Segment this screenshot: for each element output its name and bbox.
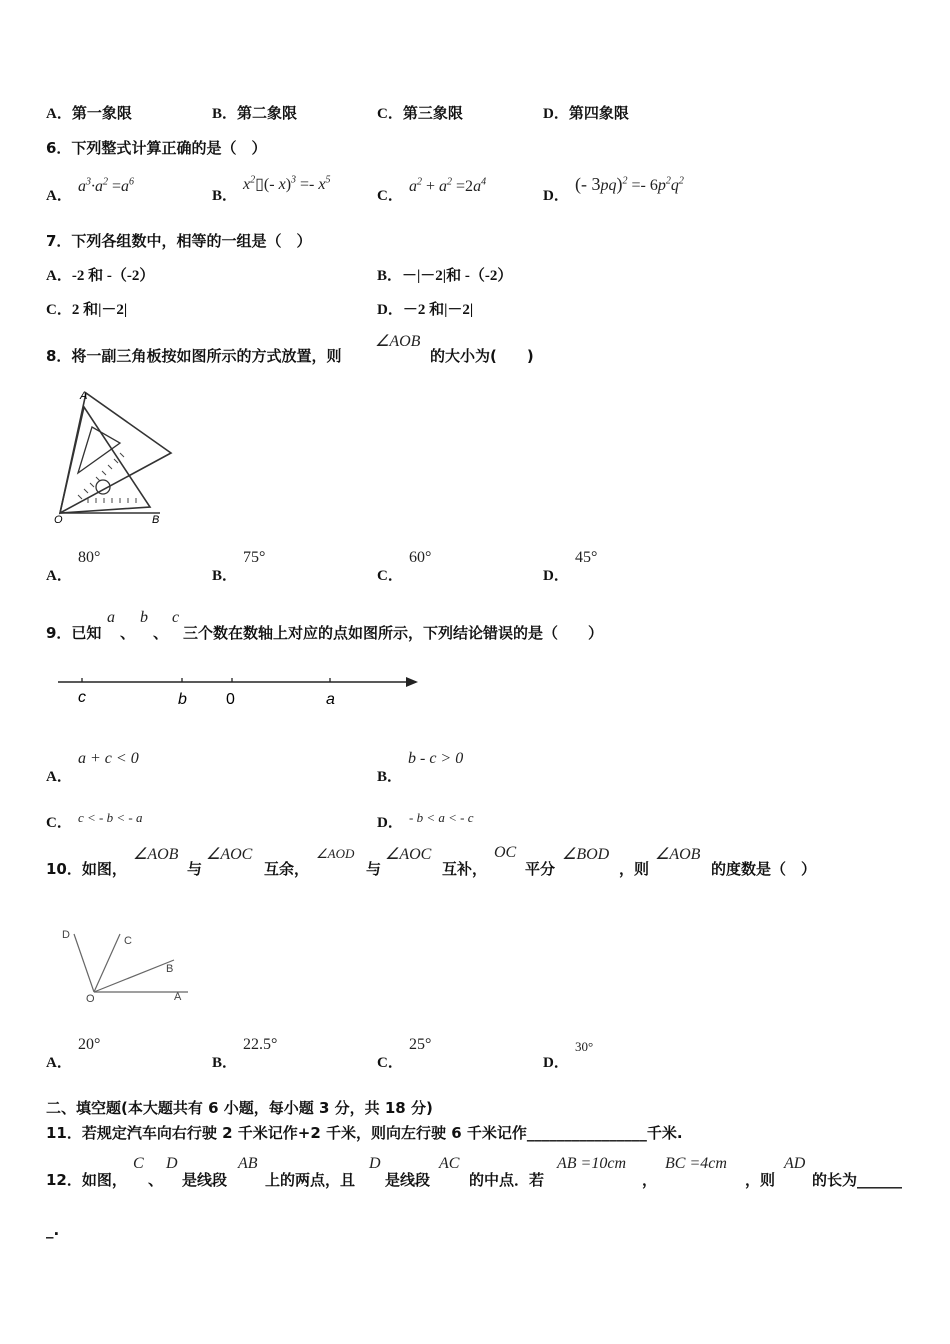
q8-option-a-label: A． bbox=[46, 568, 72, 584]
q5-option-b: B．第二象限 bbox=[212, 106, 298, 122]
q9-number-line bbox=[56, 670, 426, 715]
section-2-heading: 二、填空题(本大题共有 6 小题，每小题 3 分，共 18 分) bbox=[46, 1099, 433, 1117]
label-o: O bbox=[86, 993, 95, 1005]
q9-sep-1: 、 bbox=[120, 624, 136, 642]
q8-option-c-label: C． bbox=[377, 568, 403, 584]
q12-point-c: C bbox=[133, 1155, 144, 1172]
q10-option-a-label: A． bbox=[46, 1055, 72, 1071]
label-b: B bbox=[152, 514, 160, 525]
q10-word-1: 与 bbox=[187, 860, 203, 878]
q8-option-d-value: 45° bbox=[575, 549, 598, 566]
label-d: D bbox=[62, 929, 70, 941]
q12-segment-ab: AB bbox=[238, 1155, 258, 1172]
q10-angle-aob-2: ∠AOB bbox=[655, 846, 701, 863]
q6-option-c-expr: $a^2 + a^2 =2a^4$ bbox=[409, 176, 487, 195]
q6-option-c-label: C． bbox=[377, 188, 403, 204]
q10-word-5: 平分 bbox=[525, 860, 556, 878]
q10-word-2: 互余， bbox=[264, 860, 310, 878]
q9-option-d-expr: - b < a < - c bbox=[409, 810, 474, 825]
q12-point-d: D bbox=[166, 1155, 178, 1172]
q10-option-b-label: B． bbox=[212, 1055, 238, 1071]
q12-word-2: 上的两点，且 bbox=[265, 1171, 356, 1189]
q9-sep-2: 、 bbox=[153, 624, 169, 642]
q9-stem-post: 三个数在数轴上对应的点如图所示，下列结论错误的是（ ） bbox=[183, 624, 604, 642]
q12-sep: 、 bbox=[148, 1171, 164, 1189]
axis-label-c: c bbox=[78, 689, 86, 706]
q10-angle-aoc: ∠AOC bbox=[206, 846, 253, 863]
q12-word-1: 是线段 bbox=[182, 1171, 228, 1189]
q8-stem-post: 的大小为( ) bbox=[430, 347, 534, 365]
q12-word-4: 的中点．若 bbox=[469, 1171, 545, 1189]
ray-od bbox=[74, 934, 94, 992]
label-a: A bbox=[80, 390, 88, 402]
q8-option-b-label: B． bbox=[212, 568, 238, 584]
q7-option-c: C．2 和|－2| bbox=[46, 302, 128, 318]
label-o: O bbox=[54, 514, 63, 525]
q8-triangle-figure bbox=[48, 385, 173, 525]
q10-word-3: 与 bbox=[366, 860, 382, 878]
q10-stem-pre: 10．如图， bbox=[46, 860, 127, 878]
q12-tail: _. bbox=[46, 1221, 60, 1239]
q11-text: 11．若规定汽车向右行驶 2 千米记作+2 千米，则向左行驶 6 千米记作________________千米. bbox=[46, 1124, 683, 1142]
q10-word-6: ，则 bbox=[619, 860, 650, 878]
q9-option-b-expr: b - c > 0 bbox=[408, 750, 464, 767]
q7-stem: 7．下列各组数中，相等的一组是（ ） bbox=[46, 232, 312, 250]
label-c: C bbox=[124, 935, 132, 947]
q9-option-a-expr: a + c < 0 bbox=[78, 750, 139, 767]
q10-option-b-value: 22.5° bbox=[243, 1036, 278, 1053]
q12-comma: ， bbox=[642, 1171, 658, 1189]
q9-option-c-label: C． bbox=[46, 815, 72, 831]
axis-arrow bbox=[406, 677, 418, 687]
q6-option-a-label: A． bbox=[46, 188, 72, 204]
q12-point-d-2: D bbox=[369, 1155, 381, 1172]
q10-word-7: 的度数是（ ） bbox=[711, 860, 817, 878]
label-a: A bbox=[174, 991, 182, 1003]
q10-ray-oc: OC bbox=[494, 844, 517, 861]
q8-option-d-label: D． bbox=[543, 568, 569, 584]
q10-angle-bod: ∠BOD bbox=[562, 846, 610, 863]
q10-option-d-label: D． bbox=[543, 1055, 569, 1071]
set-square-30-60 bbox=[60, 407, 150, 513]
q7-option-b: B．－|－2|和 -（-2） bbox=[377, 268, 513, 284]
q12-word-6: 的长为______ bbox=[812, 1171, 903, 1189]
q12-pre: 12．如图， bbox=[46, 1171, 127, 1189]
set-square-45 bbox=[60, 393, 171, 513]
q7-option-a: A．-2 和 -（-2） bbox=[46, 268, 155, 284]
q5-option-c: C．第三象限 bbox=[377, 106, 463, 122]
axis-label-a: a bbox=[326, 691, 335, 708]
q12-segment-ad: AD bbox=[784, 1155, 806, 1172]
q12-eq-bc: BC =4cm bbox=[665, 1155, 727, 1172]
axis-label-zero: 0 bbox=[226, 691, 235, 708]
q6-option-a-expr: $a^3\cdot a^2 =a^6$ bbox=[78, 176, 135, 195]
q8-option-a-value: 80° bbox=[78, 549, 101, 566]
q9-option-d-label: D． bbox=[377, 815, 403, 831]
q9-option-a-label: A． bbox=[46, 769, 72, 785]
q9-option-b-label: B． bbox=[377, 769, 403, 785]
q5-option-a: A．第一象限 bbox=[46, 106, 132, 122]
q9-option-c-expr: c < - b < - a bbox=[78, 810, 143, 825]
q9-var-c: c bbox=[172, 609, 180, 626]
q10-option-d-value: 30° bbox=[575, 1039, 594, 1054]
q9-stem-pre: 9．已知 bbox=[46, 624, 102, 642]
label-b: B bbox=[166, 963, 174, 975]
q6-option-d-label: D． bbox=[543, 188, 569, 204]
q10-angle-aod: ∠AOD bbox=[316, 846, 355, 861]
q8-option-c-value: 60° bbox=[409, 549, 432, 566]
q8-stem-pre: 8．将一副三角板按如图所示的方式放置，则 bbox=[46, 347, 342, 365]
set-square-45-window bbox=[78, 427, 120, 473]
q10-angle-aoc-2: ∠AOC bbox=[385, 846, 432, 863]
q8-angle: ∠AOB bbox=[375, 333, 421, 350]
q10-word-4: 互补， bbox=[442, 860, 488, 878]
q10-option-a-value: 20° bbox=[78, 1036, 101, 1053]
q12-word-5: ，则 bbox=[745, 1171, 776, 1189]
q10-option-c-label: C． bbox=[377, 1055, 403, 1071]
q6-option-b-label: B． bbox=[212, 188, 238, 204]
q10-option-c-value: 25° bbox=[409, 1036, 432, 1053]
q6-option-b-expr: $x^2▯(-$ $x)^3 =- x^5$ bbox=[243, 174, 331, 193]
q10-angle-aob: ∠AOB bbox=[133, 846, 179, 863]
ruler-ticks bbox=[78, 453, 136, 503]
q9-var-a: a bbox=[107, 609, 115, 626]
q6-option-d-expr: (- $3pq)^2 =- 6p^2q^2$ bbox=[575, 174, 684, 194]
q9-var-b: b bbox=[140, 609, 148, 626]
q12-word-3: 是线段 bbox=[385, 1171, 431, 1189]
q7-option-d: D．－2 和|－2| bbox=[377, 302, 474, 318]
q5-option-d: D．第四象限 bbox=[543, 106, 629, 122]
axis-label-b: b bbox=[178, 691, 187, 708]
q10-angle-figure bbox=[56, 920, 196, 1005]
q6-stem: 6．下列整式计算正确的是（ ） bbox=[46, 139, 267, 157]
q12-segment-ac: AC bbox=[439, 1155, 460, 1172]
q8-option-b-value: 75° bbox=[243, 549, 266, 566]
q12-eq-ab: AB =10cm bbox=[557, 1155, 626, 1172]
